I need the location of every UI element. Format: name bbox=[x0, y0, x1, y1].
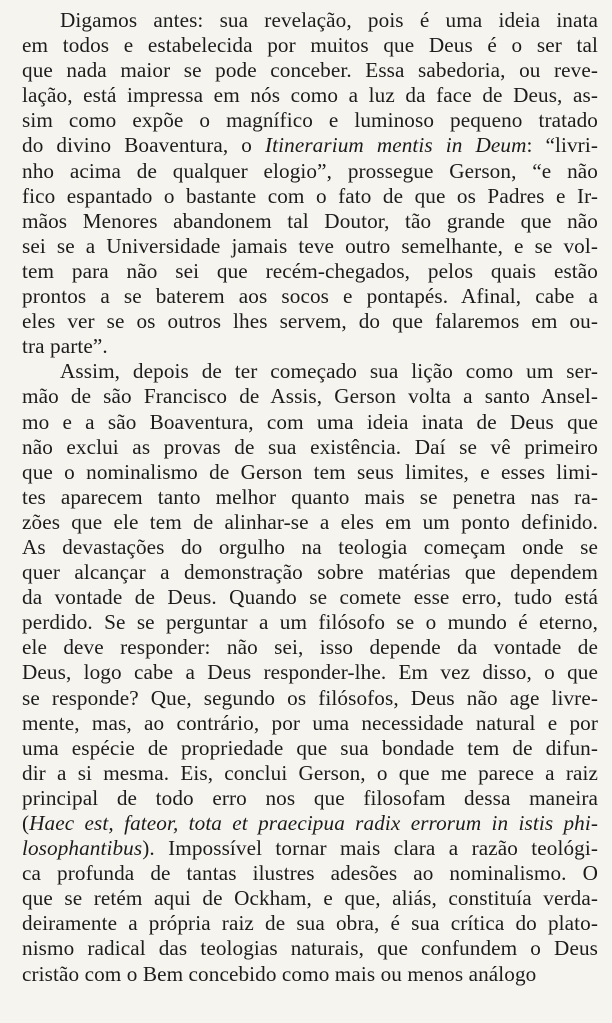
text-run: ca profunda de tantas ilustres adesões ao nominalismo. O bbox=[22, 861, 598, 886]
text-line bbox=[22, 460, 598, 485]
text-run: nho acima de qualquer elogio”, prossegue Gerson, “e não bbox=[22, 158, 598, 183]
text-line bbox=[22, 284, 598, 309]
text-line bbox=[22, 535, 598, 560]
text-run: deiramente a própria raiz de sua obra, é sua crítica do plato- bbox=[22, 911, 598, 936]
text-run: da vontade de Deus. Quando se comete esse erro, tudo está bbox=[22, 585, 598, 610]
text-line bbox=[22, 83, 598, 108]
text-run: dir a si mesma. Eis, conclui Gerson, o que me parece a raiz bbox=[22, 760, 598, 785]
text-line bbox=[22, 485, 598, 510]
text-line bbox=[22, 962, 598, 987]
text-run: mente, mas, ao contrário, por uma necessidade natural e por bbox=[22, 710, 598, 735]
text-line bbox=[22, 911, 598, 936]
italic-text: Itinerarium mentis in Deum bbox=[265, 133, 527, 158]
text-line bbox=[22, 836, 598, 861]
italic-text: Haec est, fateor, tota et praecipua radix errorum in istis phi- bbox=[29, 811, 598, 835]
text-run: tra parte”. bbox=[22, 334, 108, 359]
text-run: prontos a se baterem aos socos e pontapés. Afinal, cabe a bbox=[22, 284, 598, 309]
text-run: nismo radical das teologias naturais, que confundem o Deus bbox=[22, 936, 598, 961]
text-run: Deus, logo cabe a Deus responder-lhe. Em vez disso, o que bbox=[22, 660, 598, 685]
text-line bbox=[22, 786, 598, 811]
text-run: perdido. Se se perguntar a um filósofo se o mundo é eterno, bbox=[22, 610, 598, 635]
text-line bbox=[22, 761, 598, 786]
text-line bbox=[22, 159, 598, 184]
text-run: As devastações do orgulho na teologia começam onde se bbox=[22, 534, 598, 559]
text-line bbox=[22, 209, 598, 234]
text-run: sei se a Universidade jamais teve outro semelhante, e se vol- bbox=[22, 233, 598, 258]
text-line bbox=[22, 33, 598, 58]
text-line bbox=[22, 58, 598, 83]
paragraph bbox=[22, 359, 598, 986]
text-run: : “livri- bbox=[526, 133, 598, 158]
text-line bbox=[22, 184, 598, 209]
text-line bbox=[22, 435, 598, 460]
text-run: tes aparecem tanto melhor quanto mais se penetra nas ra- bbox=[22, 484, 598, 509]
text-run: tem para não sei que recém-chegados, pelos quais estão bbox=[22, 258, 598, 283]
text-run: mãos Menores abandonem tal Doutor, tão grande que não bbox=[22, 208, 598, 233]
text-line bbox=[22, 811, 598, 836]
text-line bbox=[22, 886, 598, 911]
text-line bbox=[22, 309, 598, 334]
text-run: zões que ele tem de alinhar-se a eles em um ponto definido. bbox=[22, 509, 598, 534]
text-line bbox=[22, 711, 598, 736]
text-run: uma espécie de propriedade que sua bondade tem de difun- bbox=[22, 735, 598, 760]
text-run: eles ver se os outros lhes servem, do que falaremos em ou- bbox=[22, 309, 598, 334]
text-line bbox=[22, 635, 598, 660]
text-run: do divino Boaventura, o bbox=[22, 133, 266, 158]
text-line bbox=[22, 234, 598, 259]
text-line bbox=[22, 133, 598, 158]
text-run: quer alcançar a demonstração sobre matérias que dependem bbox=[22, 560, 598, 585]
text-line bbox=[22, 936, 598, 961]
text-run: lação, está impressa em nós como a luz da face de Deus, as- bbox=[22, 83, 598, 108]
text-line bbox=[22, 736, 598, 761]
text-line bbox=[22, 560, 598, 585]
text-run: fico espantado o bastante com o fato de que os Padres e Ir- bbox=[22, 183, 598, 208]
text-run: não exclui as provas de sua existência. Daí se vê primeiro bbox=[22, 434, 598, 459]
text-run: ( bbox=[22, 811, 30, 835]
text-line bbox=[22, 259, 598, 284]
text-run: que nada maior se pode conceber. Essa sabedoria, ou reve- bbox=[22, 58, 598, 83]
text-line bbox=[22, 108, 598, 133]
body-text bbox=[22, 8, 598, 987]
text-line bbox=[22, 660, 598, 685]
text-line bbox=[22, 334, 598, 359]
text-run: Assim, depois de ter começado sua lição como um ser- bbox=[60, 359, 598, 384]
text-run: cristão com o Bem concebido como mais ou menos análogo bbox=[22, 961, 537, 986]
text-run: ele deve responder: não sei, isso depende da vontade de bbox=[22, 635, 598, 660]
paragraph bbox=[22, 8, 598, 359]
text-run: ). Impossível tornar mais clara a razão teológi- bbox=[142, 836, 598, 861]
text-line bbox=[22, 8, 598, 33]
text-line bbox=[22, 410, 598, 435]
text-line bbox=[22, 585, 598, 610]
text-run: que se retém aqui de Ockham, e que, aliás, constituía verda- bbox=[22, 886, 598, 911]
text-line bbox=[22, 861, 598, 886]
text-line bbox=[22, 359, 598, 384]
text-line bbox=[22, 510, 598, 535]
text-line bbox=[22, 610, 598, 635]
text-run: Digamos antes: sua revelação, pois é uma ideia inata bbox=[60, 8, 598, 32]
text-run: que o nominalismo de Gerson tem seus limites, e esses limi- bbox=[22, 459, 598, 484]
text-run: em todos e estabelecida por muitos que Deus é o ser tal bbox=[22, 33, 598, 58]
italic-text: losophantibus bbox=[22, 836, 143, 861]
text-line bbox=[22, 384, 598, 409]
text-run: se responde? Que, segundo os filósofos, Deus não age livre- bbox=[22, 685, 598, 710]
text-run: sim como expõe o magnífico e luminoso pequeno tratado bbox=[22, 108, 598, 133]
text-run: mão de são Francisco de Assis, Gerson volta a santo Ansel- bbox=[22, 384, 598, 409]
text-run: mo e a são Boaventura, com uma ideia inata de Deus que bbox=[22, 409, 598, 434]
text-run: principal de todo erro nos que filosofam dessa maneira bbox=[22, 785, 598, 810]
text-line bbox=[22, 686, 598, 711]
